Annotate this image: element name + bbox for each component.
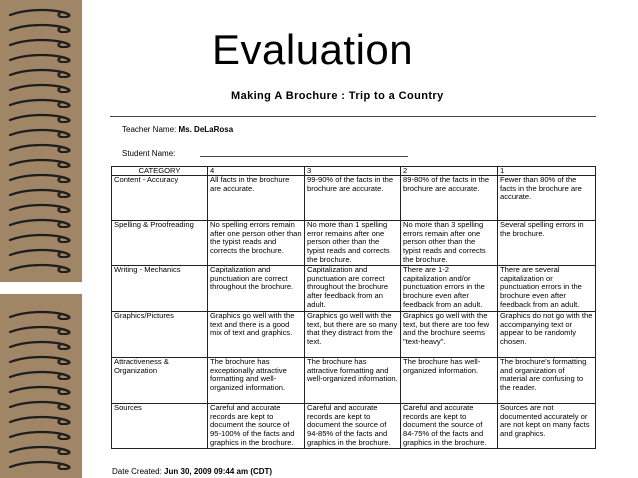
coil-ring [8, 400, 74, 410]
column-header: 2 [401, 167, 498, 176]
table-cell: Sources are not documented accurately or are not kept on many facts and graphics. [498, 404, 596, 449]
coil-ring [8, 8, 74, 18]
table-cell: Careful and accurate records are kept to document the source of 94-85% of the facts and graphics in the brochure. [305, 404, 401, 449]
table-cell: Capitalization and punctuation are correct throughout the brochure after feedback from an adult. [305, 266, 401, 312]
coil-ring [8, 248, 74, 258]
coil-ring [8, 38, 74, 48]
coil-ring [8, 460, 74, 470]
table-cell: No more than 3 spelling errors remain after one person other than the typist reads and corrects the brochure. [401, 221, 498, 266]
table-cell: No spelling errors remain after one person other than the typist reads and corrects the brochure. [208, 221, 305, 266]
divider [110, 116, 596, 117]
column-header: 1 [498, 167, 596, 176]
student-name-blank [200, 156, 408, 157]
table-row [112, 312, 596, 358]
page-subtitle: Making A Brochure : Trip to a Country [231, 90, 444, 102]
teacher-label: Teacher Name: [122, 125, 177, 134]
coil-ring [8, 310, 74, 320]
student-label: Student Name: [122, 149, 176, 158]
binding-gap [0, 282, 82, 294]
coil-ring [8, 415, 74, 425]
table-cell: No more than 1 spelling error remains after one person other than the typist reads and corrects the brochure. [305, 221, 401, 266]
category-cell: Sources [112, 404, 208, 449]
category-cell: Writing - Mechanics [112, 266, 208, 312]
table-cell: The brochure's formatting and organization of material are confusing to the reader. [498, 358, 596, 404]
table-cell: Graphics go well with the text, but there are so many that they distract from the text. [305, 312, 401, 358]
coil-ring [8, 188, 74, 198]
category-cell: Spelling & Proofreading [112, 221, 208, 266]
coil-ring [8, 430, 74, 440]
table-cell: Fewer than 80% of the facts in the brochure are accurate. [498, 176, 596, 221]
table-cell: Graphics go well with the text and there is a good mix of text and graphics. [208, 312, 305, 358]
coil-ring [8, 68, 74, 78]
coil-ring [8, 370, 74, 380]
coil-ring [8, 128, 74, 138]
table-cell: Careful and accurate records are kept to document the source of 84-75% of the facts and graphics in the brochure. [401, 404, 498, 449]
coil-ring [8, 203, 74, 213]
coil-ring [8, 83, 74, 93]
table-row [112, 358, 596, 404]
coil-ring [8, 53, 74, 63]
rubric-table [111, 166, 596, 449]
table-cell: The brochure has well-organized information. [401, 358, 498, 404]
teacher-line [122, 125, 233, 134]
table-cell: Careful and accurate records are kept to document the source of 95-100% of the facts and graphics in the brochure. [208, 404, 305, 449]
coil-ring [8, 340, 74, 350]
date-created [112, 467, 272, 476]
coil-ring [8, 23, 74, 33]
coil-ring [8, 113, 74, 123]
table-cell: Graphics do not go with the accompanying text or appear to be randomly chosen. [498, 312, 596, 358]
table-row [112, 404, 596, 449]
column-header: CATEGORY [112, 167, 208, 176]
category-cell: Attractiveness & Organization [112, 358, 208, 404]
coil-ring [8, 158, 74, 168]
spiral-binding [0, 0, 82, 478]
table-cell: There are several capitalization or punctuation errors in the brochure even after feedback from an adult. [498, 266, 596, 312]
coil-ring [8, 445, 74, 455]
table-cell: Graphics go well with the text, but there are too few and the brochure seems "text-heavy". [401, 312, 498, 358]
coil-ring [8, 325, 74, 335]
coil-ring [8, 233, 74, 243]
table-cell: Several spelling errors in the brochure. [498, 221, 596, 266]
date-created-value: Jun 30, 2009 09:44 am (CDT) [164, 467, 273, 476]
category-cell: Graphics/Pictures [112, 312, 208, 358]
table-row [112, 221, 596, 266]
coil-ring [8, 263, 74, 273]
table-header-row [112, 167, 596, 176]
table-row [112, 176, 596, 221]
coil-ring [8, 143, 74, 153]
table-cell: The brochure has exceptionally attractive formatting and well-organized information. [208, 358, 305, 404]
table-cell: 99-90% of the facts in the brochure are accurate. [305, 176, 401, 221]
page-title: Evaluation [212, 26, 414, 73]
column-header: 4 [208, 167, 305, 176]
table-cell: 89-80% of the facts in the brochure are accurate. [401, 176, 498, 221]
column-header: 3 [305, 167, 401, 176]
table-cell: There are 1-2 capitalization and/or punctuation errors in the brochure even after feedback from an adult. [401, 266, 498, 312]
table-cell: The brochure has attractive formatting and well-organized information. [305, 358, 401, 404]
coil-ring [8, 173, 74, 183]
teacher-name: Ms. DeLaRosa [178, 125, 234, 134]
table-row [112, 266, 596, 312]
coil-ring [8, 385, 74, 395]
coil-ring [8, 355, 74, 365]
coil-ring [8, 218, 74, 228]
table-cell: All facts in the brochure are accurate. [208, 176, 305, 221]
category-cell: Content - Accuracy [112, 176, 208, 221]
date-created-label: Date Created: [112, 467, 162, 476]
coil-ring [8, 98, 74, 108]
table-cell: Capitalization and punctuation are correct throughout the brochure. [208, 266, 305, 312]
